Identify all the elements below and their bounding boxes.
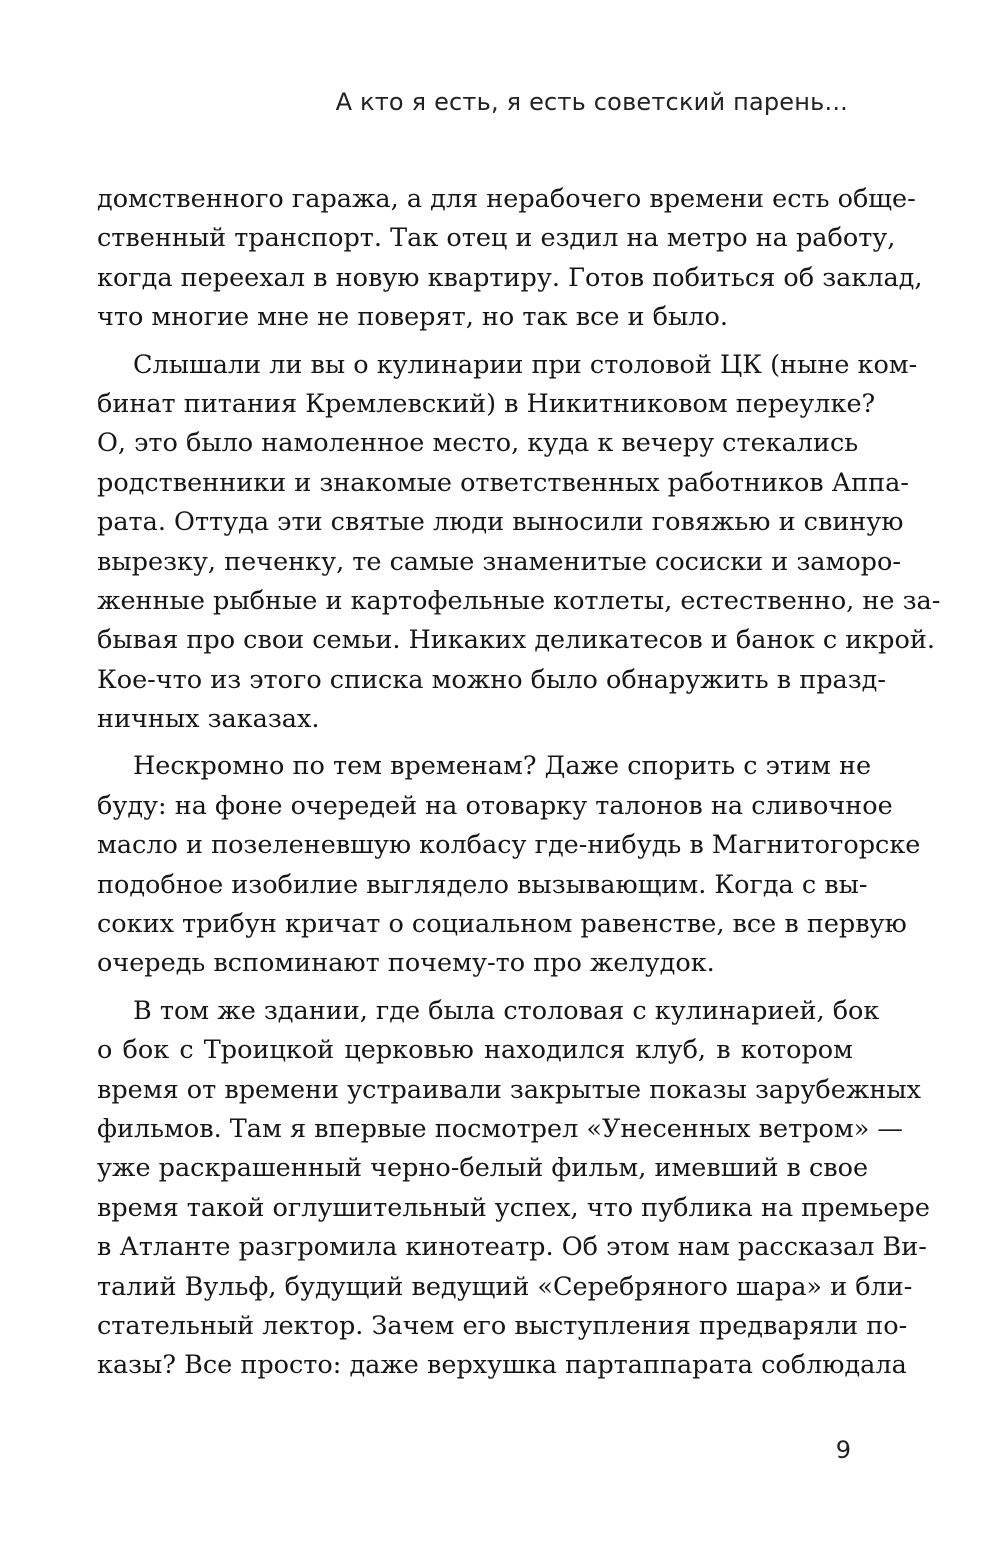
text-line: что многие мне не поверят, но так все и было. bbox=[97, 302, 728, 333]
page-number: 9 bbox=[835, 1436, 851, 1464]
text-line: казы? Все просто: даже верхушка партаппарата соблюдала bbox=[97, 1350, 907, 1381]
text-line: В том же здании, где была столовая с кулинарией, бок bbox=[133, 995, 880, 1026]
text-line: в Атланте разгромила кинотеатр. Об этом нам рассказал Ви- bbox=[97, 1232, 927, 1263]
text-line: стательный лектор. Зачем его выступления предваряли по- bbox=[97, 1310, 908, 1341]
text-line: фильмов. Там я впервые посмотрел «Унесенных ветром» — bbox=[97, 1113, 903, 1144]
text-line: О, это было намоленное место, куда к вечеру стекались bbox=[97, 428, 859, 459]
text-line: масло и позеленевшую колбасу где-нибудь в Магнитогорске bbox=[97, 830, 921, 861]
text-line: соких трибун кричат о социальном равенстве, все в первую bbox=[97, 909, 907, 940]
text-line: Нескромно по тем временам? Даже спорить с этим не bbox=[133, 751, 872, 782]
text-line: рата. Оттуда эти святые люди выносили говяжью и свиную bbox=[97, 507, 904, 538]
text-line: родственники и знакомые ответственных работников Аппа- bbox=[97, 467, 909, 498]
text-line: бывая про свои семьи. Никаких деликатесов и банок с икрой. bbox=[97, 625, 935, 656]
text-line: когда переехал в новую квартиру. Готов побиться об заклад, bbox=[97, 262, 923, 293]
running-head: А кто я есть, я есть советский парень... bbox=[335, 88, 848, 116]
text-line: ничных заказах. bbox=[97, 704, 320, 735]
text-line: ственный транспорт. Так отец и ездил на метро на работу, bbox=[97, 223, 896, 254]
text-line: Слышали ли вы о кулинарии при столовой ЦК (ныне ком- bbox=[133, 349, 918, 380]
text-line: время от времени устраивали закрытые показы зарубежных bbox=[97, 1074, 922, 1105]
text-line: бинат питания Кремлевский) в Никитниковом переулке? bbox=[97, 388, 876, 419]
text-line: Кое-что из этого списка можно было обнаружить в празд- bbox=[97, 664, 886, 695]
paragraph-1 bbox=[97, 180, 923, 338]
text-line: буду: на фоне очередей на отоварку талонов на сливочное bbox=[97, 790, 893, 821]
text-line: женные рыбные и картофельные котлеты, естественно, не за- bbox=[97, 585, 941, 616]
paragraph-3 bbox=[97, 747, 921, 983]
text-line: вырезку, печенку, те самые знаменитые сосиски и заморо- bbox=[97, 546, 901, 577]
body-text bbox=[97, 180, 941, 1386]
text-line: домственного гаража, а для нерабочего времени есть обще- bbox=[97, 184, 916, 214]
text-line: уже раскрашенный черно-белый фильм, имевший в свое bbox=[97, 1153, 869, 1184]
text-line: время такой оглушительный успех, что публика на премьере bbox=[97, 1192, 930, 1223]
text-line: талий Вульф, будущий ведущий «Серебряного шара» и бли- bbox=[97, 1271, 913, 1302]
paragraph-2 bbox=[97, 346, 941, 740]
text-line: очередь вспоминают почему-то про желудок. bbox=[97, 948, 715, 979]
text-line: о бок с Троицкой церковью находился клуб, в котором bbox=[97, 1035, 853, 1066]
paragraph-4 bbox=[97, 992, 930, 1386]
text-line: подобное изобилие выглядело вызывающим. Когда с вы- bbox=[97, 869, 868, 900]
